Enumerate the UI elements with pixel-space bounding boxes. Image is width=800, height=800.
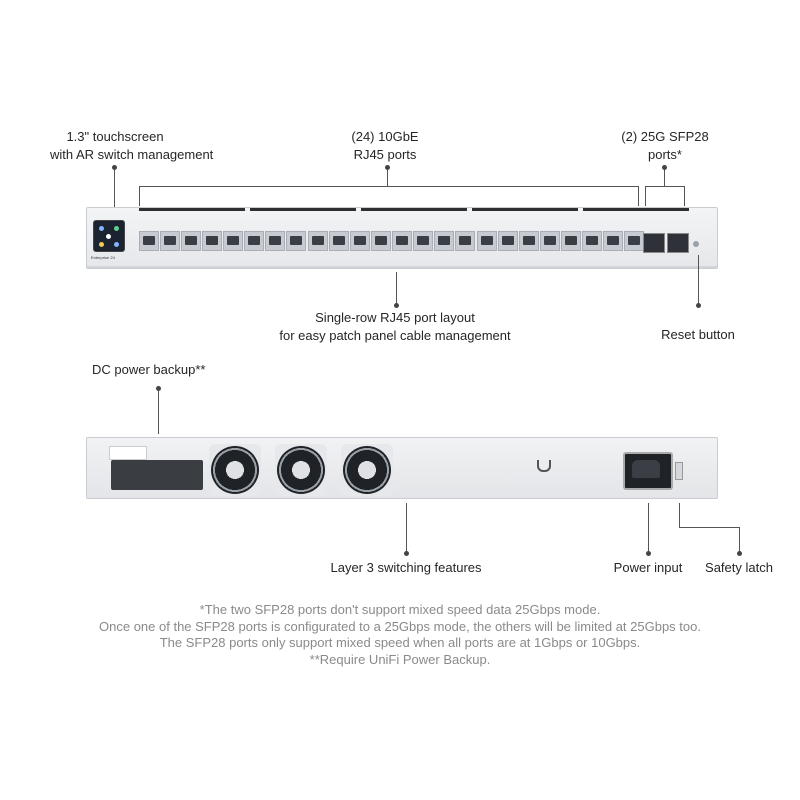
sfp-ports-callout-line1: (2) 25G SFP28 — [621, 129, 709, 144]
dc-backup-leader-line — [158, 388, 159, 434]
fan-grille — [343, 446, 391, 494]
footnote-3: The SFP28 ports only support mixed speed when all ports are at 1Gbps or 10Gbps. — [159, 635, 641, 650]
rj45-port — [371, 231, 391, 251]
rj45-port-group-1 — [139, 231, 306, 251]
rj45-ports-callout-line1: (24) 10GbE — [351, 129, 419, 144]
touchscreen-leader-line — [114, 167, 115, 212]
fan-2 — [275, 444, 327, 496]
fan-grille — [211, 446, 259, 494]
fan-3 — [341, 444, 393, 496]
rj45-port — [582, 231, 602, 251]
rj45-port — [223, 231, 243, 251]
layout-leader-dot — [394, 303, 399, 308]
switch-front-panel — [86, 207, 718, 269]
rj45-port — [455, 231, 475, 251]
layout-callout-line2: for easy patch panel cable management — [279, 328, 511, 343]
latch-leader-line-v2 — [739, 527, 740, 553]
rj45-port — [286, 231, 306, 251]
rj45-port — [244, 231, 264, 251]
rj45-port-group-2 — [308, 231, 475, 251]
rj45-port — [139, 231, 159, 251]
port-group-bar — [361, 208, 467, 211]
rj45-port — [308, 231, 328, 251]
port-group-bar — [472, 208, 578, 211]
footnotes — [0, 602, 800, 668]
layout-callout — [260, 309, 530, 345]
footnote-1: *The two SFP28 ports don't support mixed speed data 25Gbps mode. — [199, 602, 601, 617]
rj45-port — [624, 231, 644, 251]
power-input-callout: Power input — [613, 560, 683, 575]
reset-button — [693, 241, 699, 247]
switch-rear-panel — [86, 437, 718, 499]
safety-latch-callout: Safety latch — [705, 560, 773, 575]
screen-app-icon — [106, 234, 111, 239]
power-input-leader-line — [648, 503, 649, 553]
touchscreen — [93, 220, 125, 252]
rj45-port — [561, 231, 581, 251]
dc-backup-slot — [111, 460, 203, 490]
rj45-port — [160, 231, 180, 251]
reset-leader-dot — [696, 303, 701, 308]
screen-app-icon — [114, 226, 119, 231]
rj45-leader-dot — [385, 165, 390, 170]
dc-backup-leader-dot — [156, 386, 161, 391]
port-group-bar — [139, 208, 245, 211]
touchscreen-callout — [50, 128, 214, 164]
rj45-port — [434, 231, 454, 251]
safety-latch — [675, 462, 683, 480]
rj45-port — [392, 231, 412, 251]
screen-app-icon — [99, 242, 104, 247]
fan-grille — [277, 446, 325, 494]
touchscreen-leader-dot — [112, 165, 117, 170]
touchscreen-callout-line1: 1.3" touchscreen — [66, 129, 164, 144]
sfp28-port — [667, 233, 689, 253]
rj45-ports-callout-line2: RJ45 ports — [353, 147, 417, 162]
screen-app-icon — [114, 242, 119, 247]
rj45-port — [329, 231, 349, 251]
rj45-bracket-left — [139, 186, 140, 206]
dc-backup-callout: DC power backup** — [92, 362, 206, 377]
ubiquiti-logo — [537, 460, 551, 472]
sfp-ports-callout-line2: ports* — [648, 147, 682, 162]
sfp-leader-dot — [662, 165, 667, 170]
rj45-port — [519, 231, 539, 251]
rj45-port — [477, 231, 497, 251]
latch-leader-line-h — [679, 527, 739, 528]
rj45-port — [413, 231, 433, 251]
sfp-bracket-right — [684, 186, 685, 206]
port-group-bar — [250, 208, 356, 211]
layout-leader-line — [396, 272, 397, 305]
rj45-port — [181, 231, 201, 251]
model-label: Enterprise 24 — [91, 255, 115, 260]
reset-callout: Reset button — [661, 327, 735, 342]
sfp-bracket-line — [645, 186, 684, 187]
power-inlet — [623, 452, 673, 490]
reset-leader-line — [698, 255, 699, 305]
footnote-2: Once one of the SFP28 ports is configurated to a 25Gbps mode, the others will be limited at 25Gbps too. — [99, 618, 701, 634]
rj45-port — [202, 231, 222, 251]
rj45-ports-callout — [330, 128, 440, 164]
fan-1 — [209, 444, 261, 496]
sfp-bracket-left — [645, 186, 646, 206]
touchscreen-callout-line2: with AR switch management — [50, 147, 214, 162]
rj45-port — [540, 231, 560, 251]
footnote-4: **Require UniFi Power Backup. — [309, 651, 491, 667]
layer3-leader-dot — [404, 551, 409, 556]
rj45-port-group-3 — [477, 231, 644, 251]
port-group-bar — [583, 208, 689, 211]
screen-app-icon — [99, 226, 104, 231]
rj45-port — [350, 231, 370, 251]
layer3-callout: Layer 3 switching features — [330, 560, 482, 575]
rj45-bracket-line — [139, 186, 638, 187]
rj45-bracket-right — [638, 186, 639, 206]
layer3-leader-line — [406, 503, 407, 553]
latch-leader-line-v — [679, 503, 680, 527]
rj45-port — [603, 231, 623, 251]
power-input-leader-dot — [646, 551, 651, 556]
serial-sticker — [109, 446, 147, 460]
rj45-port — [265, 231, 285, 251]
rj45-port — [498, 231, 518, 251]
sfp-ports-callout — [610, 128, 720, 164]
latch-leader-dot — [737, 551, 742, 556]
sfp28-port — [643, 233, 665, 253]
layout-callout-line1: Single-row RJ45 port layout — [315, 310, 475, 325]
